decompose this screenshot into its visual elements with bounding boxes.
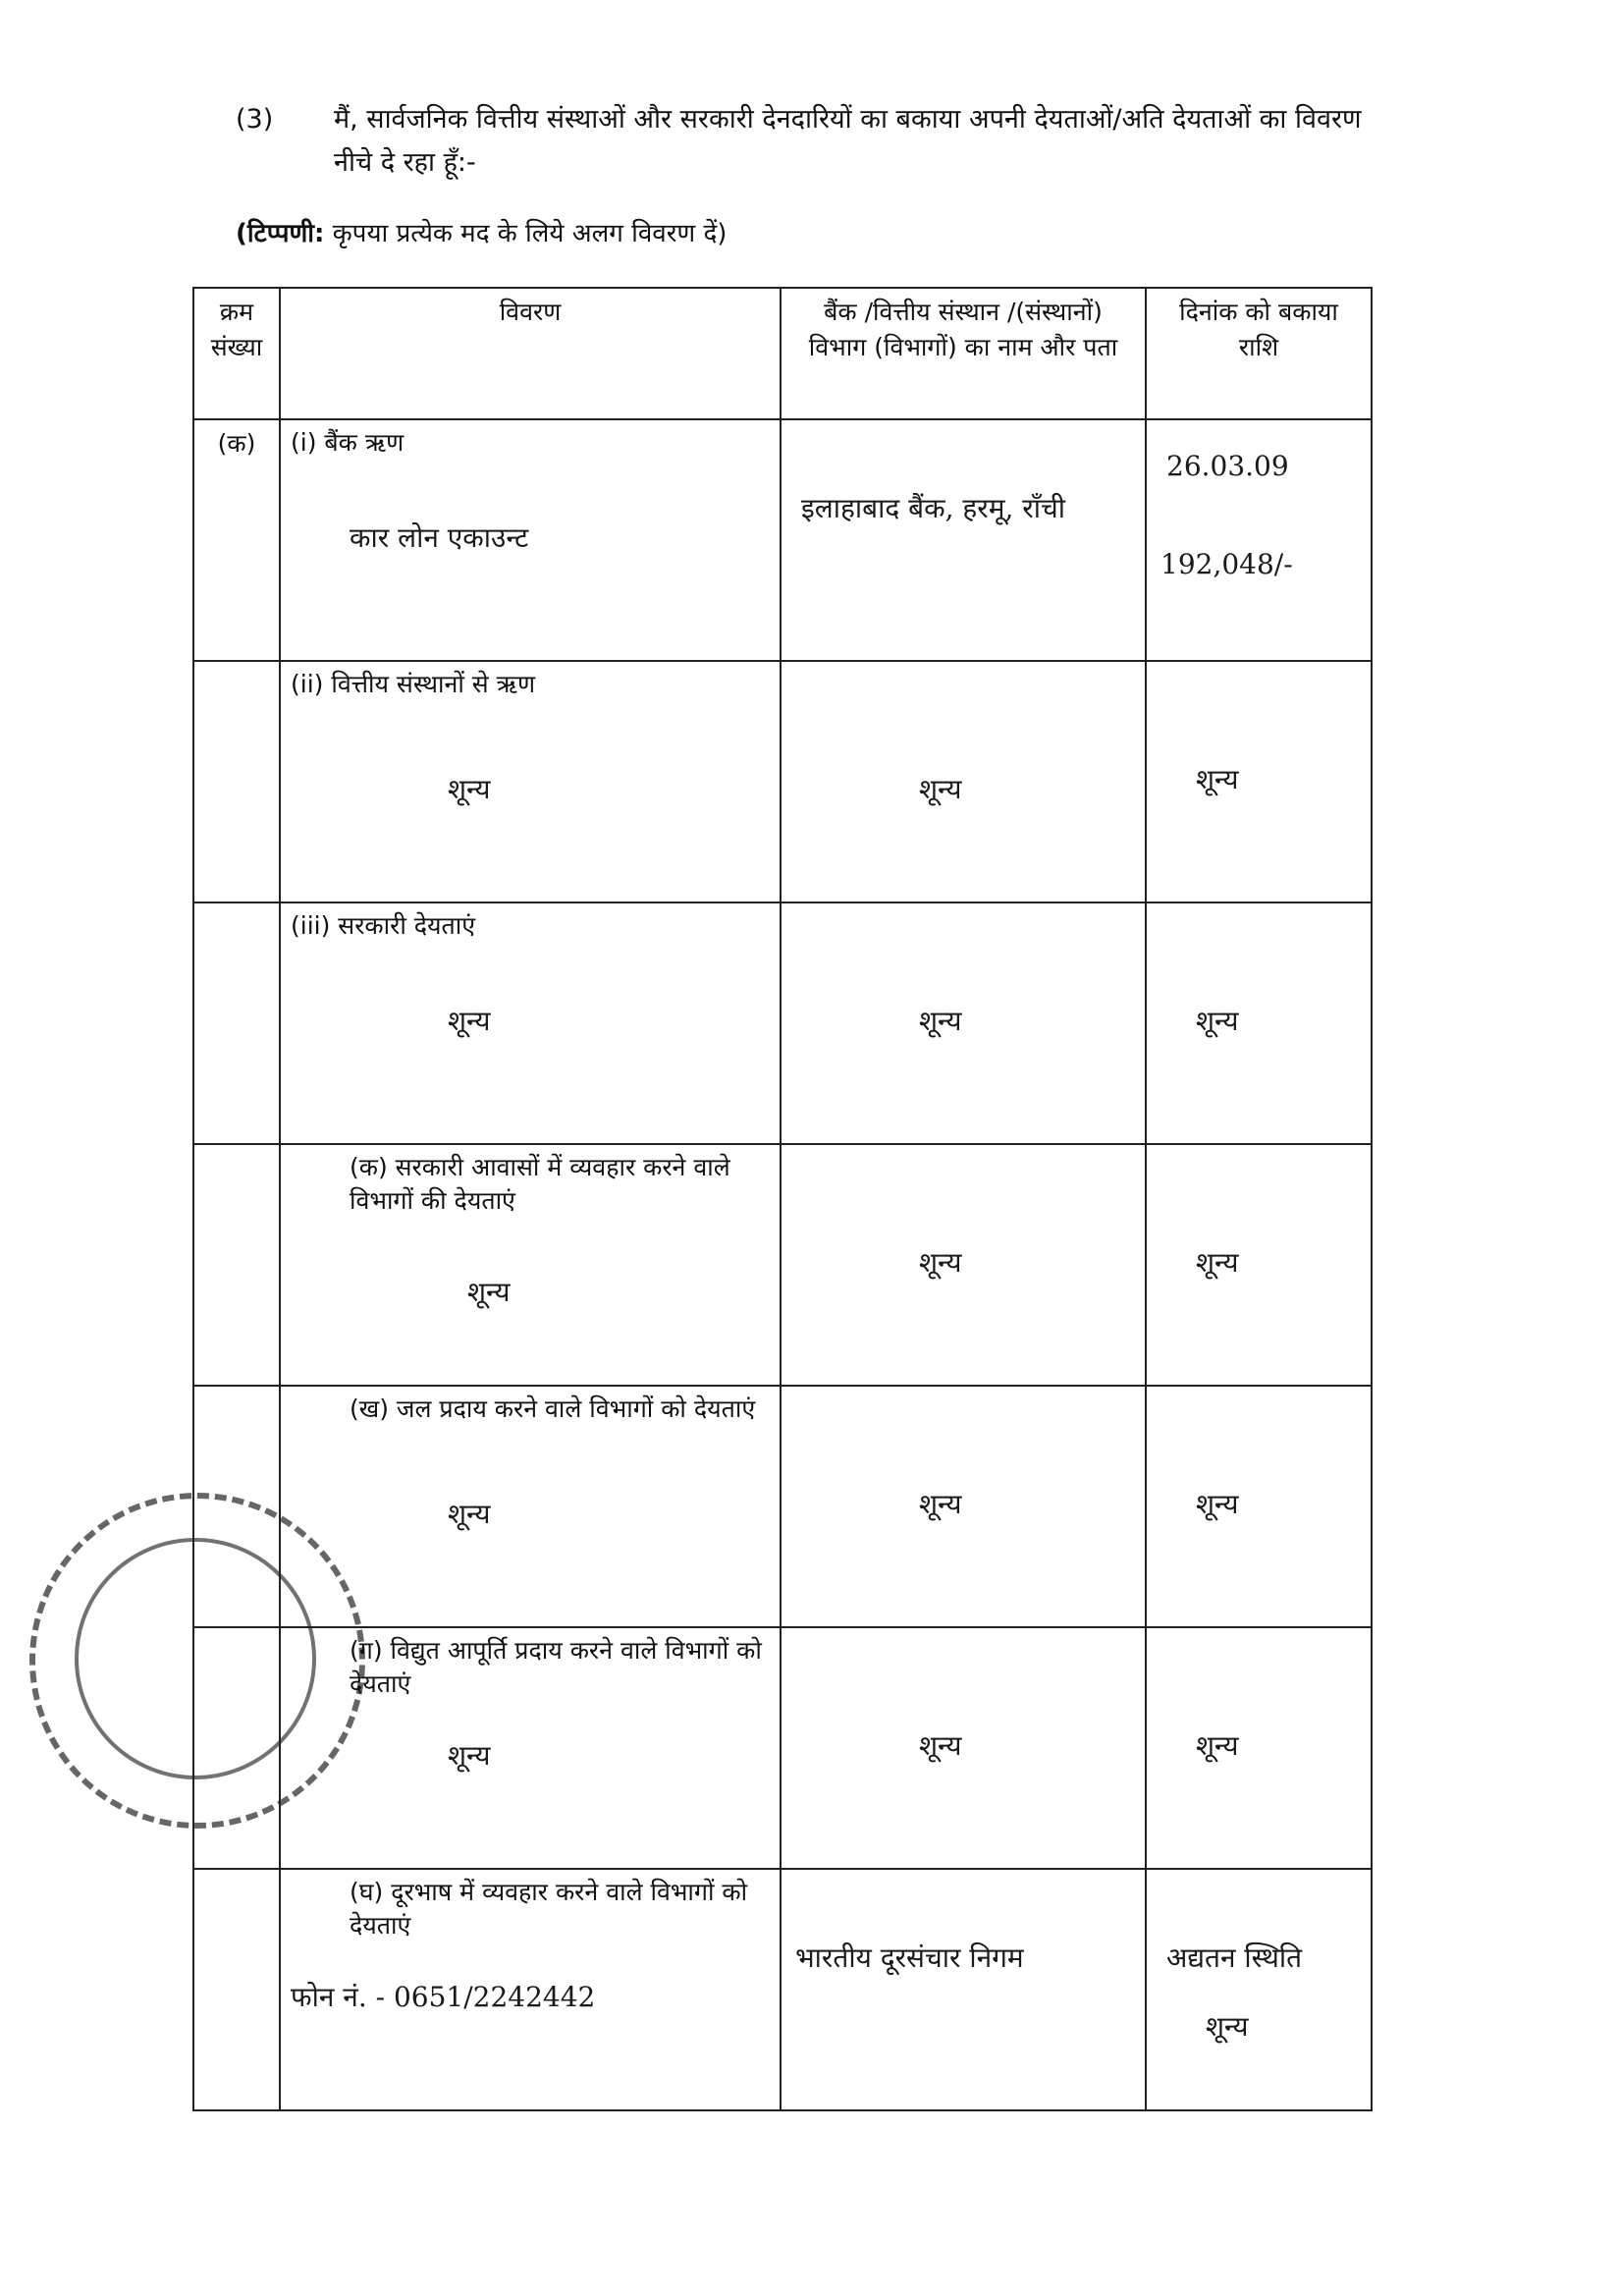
- cell-serial: [193, 1386, 280, 1627]
- handwritten-bank: शून्य: [919, 1005, 962, 1037]
- handwritten-detail: शून्य: [448, 1498, 491, 1530]
- cell-serial: (क): [193, 419, 280, 661]
- table-row: [193, 661, 1372, 902]
- cell-description: [280, 1386, 781, 1627]
- row-label: (क) सरकारी आवासों में व्यवहार करने वाले विभागों की देयताएं: [350, 1153, 730, 1215]
- table-row: [193, 1144, 1372, 1386]
- table-row: [193, 1869, 1372, 2110]
- cell-description: [280, 902, 781, 1144]
- table-row: [193, 902, 1372, 1144]
- cell-amount: [1146, 419, 1372, 661]
- intro-text: मैं, सार्वजनिक वित्तीय संस्थाओं और सरकारी देनदारियों का बकाया अपनी देयताओं/अति देयताओं का विवरण नीचे दे रहा हूँ:-: [334, 104, 1362, 178]
- cell-amount: [1146, 1386, 1372, 1627]
- cell-serial: [193, 1144, 280, 1386]
- table-row: [193, 419, 1372, 661]
- handwritten-amount: 192,048/-: [1160, 548, 1293, 580]
- cell-amount: [1146, 1627, 1372, 1869]
- item-number: (3): [236, 104, 274, 135]
- row-label: (ख) जल प्रदाय करने वाले विभागों को देयताएं: [350, 1394, 756, 1423]
- handwritten-amount: शून्य: [1196, 1246, 1239, 1279]
- cell-serial: [193, 1869, 280, 2110]
- cell-bank: [781, 1386, 1146, 1627]
- note-label: (टिप्पणी:: [236, 219, 325, 248]
- handwritten-bank: शून्य: [919, 1729, 962, 1762]
- cell-serial: [193, 902, 280, 1144]
- handwritten-detail: शून्य: [467, 1276, 511, 1308]
- cell-description: [280, 1627, 781, 1869]
- handwritten-amount: शून्य: [1196, 1488, 1239, 1520]
- cell-bank: [781, 1144, 1146, 1386]
- handwritten-bank: शून्य: [919, 1488, 962, 1520]
- cell-amount: [1146, 1144, 1372, 1386]
- handwritten-amount: शून्य: [1206, 2010, 1249, 2043]
- row-label: (घ) दूरभाष में व्यवहार करने वाले विभागों को देयताएं: [350, 1878, 748, 1940]
- cell-amount: [1146, 1869, 1372, 2110]
- cell-serial: [193, 661, 280, 902]
- handwritten-detail: शून्य: [448, 773, 491, 805]
- handwritten-bank: शून्य: [919, 1246, 962, 1279]
- handwritten-amount: शून्य: [1196, 1729, 1239, 1762]
- handwritten-detail: शून्य: [448, 1005, 491, 1037]
- handwritten-detail: फोन नं. - 0651/2242442: [291, 1981, 596, 2013]
- row-label: (iii) सरकारी देयताएं: [291, 911, 476, 940]
- handwritten-bank: इलाहाबाद बैंक, हरमू, राँची: [801, 492, 1066, 524]
- cell-description: [280, 419, 781, 661]
- table-header-row: [193, 288, 1372, 419]
- cell-description: [280, 1144, 781, 1386]
- handwritten-amount: शून्य: [1196, 1005, 1239, 1037]
- handwritten-amount: शून्य: [1196, 763, 1239, 795]
- handwritten-date: 26.03.09: [1166, 450, 1289, 482]
- cell-bank: [781, 902, 1146, 1144]
- cell-description: [280, 661, 781, 902]
- row-label: (i) बैंक ऋण: [291, 428, 404, 457]
- row-label: (ii) वित्तीय संस्थानों से ऋण: [291, 670, 536, 698]
- cell-amount: [1146, 902, 1372, 1144]
- cell-serial: [193, 1627, 280, 1869]
- handwritten-detail: शून्य: [448, 1739, 491, 1772]
- liabilities-table: [192, 287, 1373, 2111]
- table-row: [193, 1627, 1372, 1869]
- handwritten-detail: कार लोन एकाउन्ट: [350, 521, 529, 554]
- cell-bank: [781, 1627, 1146, 1869]
- handwritten-bank: शून्य: [919, 773, 962, 805]
- cell-amount: [1146, 661, 1372, 902]
- cell-bank: [781, 1869, 1146, 2110]
- table-row: [193, 1386, 1372, 1627]
- row-label: (ग) विद्युत आपूर्ति प्रदाय करने वाले विभागों को देयताएं: [350, 1636, 762, 1698]
- cell-bank: [781, 419, 1146, 661]
- cell-bank: [781, 661, 1146, 902]
- cell-description: [280, 1869, 781, 2110]
- header-description: विवरण: [280, 288, 781, 419]
- header-amount: दिनांक को बकाया राशि: [1146, 288, 1372, 419]
- handwritten-bank: भारतीय दूरसंचार निगम: [795, 1941, 1024, 1974]
- header-bank: बैंक /वित्तीय संस्थान /(संस्थानों) विभाग (विभागों) का नाम और पता: [781, 288, 1146, 419]
- header-serial: क्रम संख्या: [193, 288, 280, 419]
- handwritten-date: अद्यतन स्थिति: [1166, 1941, 1303, 1974]
- note-line: [236, 214, 727, 249]
- note-text: कृपया प्रत्येक मद के लिये अलग विवरण दें): [332, 219, 728, 248]
